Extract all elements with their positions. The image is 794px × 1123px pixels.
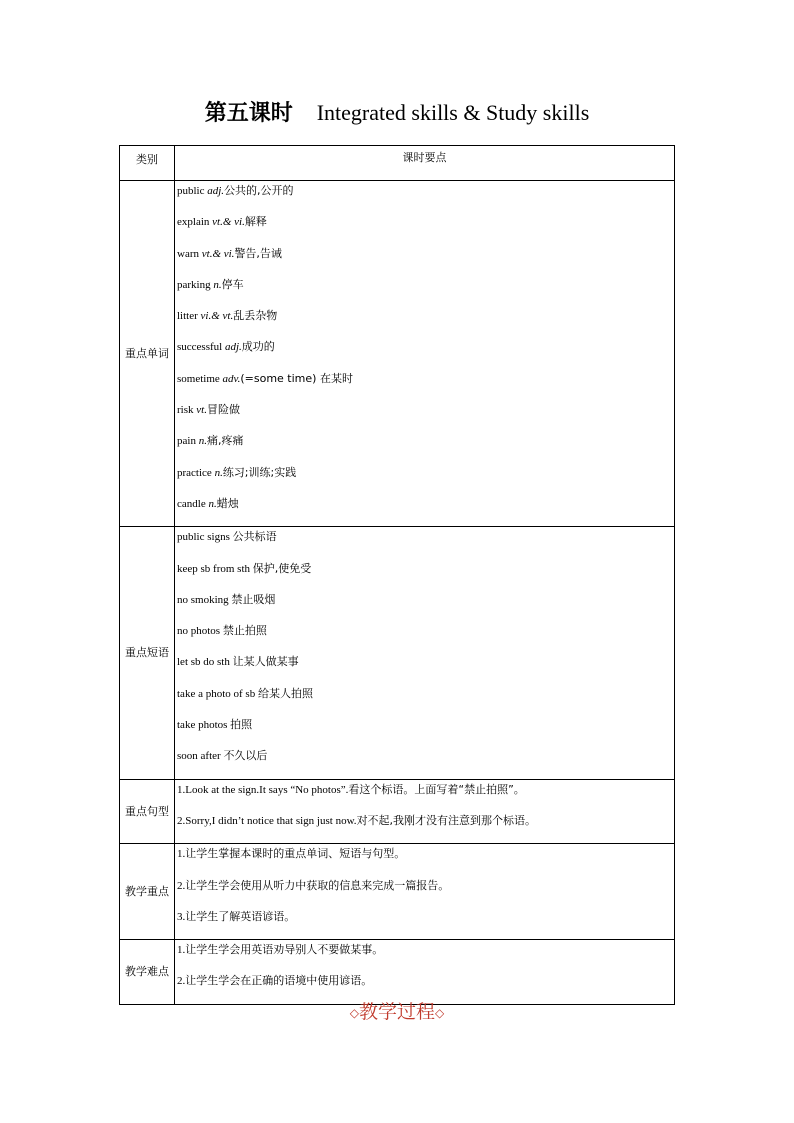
list-item [177,591,674,622]
item-english: sometime [177,372,223,385]
list-item [177,747,674,778]
item-chinese: 看这个标语。上面写着“禁止拍照”。 [348,782,525,796]
item-chinese: 禁止拍照 [222,624,267,638]
item-chinese: 不久以后 [223,749,268,763]
item-english: keep sb from sth [177,562,253,575]
page-title [0,96,794,127]
table-row [120,940,675,1005]
item-part-of-speech: n. [208,497,217,510]
item-part-of-speech: vi.& vt. [200,310,234,323]
item-english: explain [177,216,213,229]
list-item [177,560,674,591]
item-english: parking [177,278,214,291]
list-item [177,432,674,463]
table-row [120,527,675,779]
item-english: public [177,185,208,197]
row-category: 教学重点 [120,844,175,940]
list-item [177,338,674,369]
diamond-left-icon: ◇ [349,1006,359,1020]
list-item [177,528,674,559]
item-english: 1.Look at the sign.It says “No photos”. [177,783,349,796]
item-english: 2. [177,879,186,892]
table-header-row [120,146,675,181]
row-content [175,181,675,527]
item-english: candle [177,497,209,510]
item-english: 3. [177,910,186,923]
list-item [177,182,674,213]
item-english: take photos [177,719,231,732]
item-chinese: 禁止吸烟 [231,592,276,606]
item-chinese: 拍照 [230,718,253,732]
item-english: let sb do sth [177,656,233,669]
section-heading [0,997,794,1024]
item-chinese: 解释 [244,215,267,229]
item-english: take a photo of sb [177,687,258,700]
item-english: pain [177,435,199,448]
item-english: 2. [177,975,186,988]
list-item [177,495,674,526]
item-part-of-speech: vt.& vi. [201,247,235,260]
item-english: successful [177,341,225,354]
section-heading-text: 教学过程 [358,1001,435,1023]
row-category: 教学难点 [120,940,175,1005]
table-row [120,779,675,844]
lesson-number: 第五课时 [204,100,293,126]
list-item [177,716,674,747]
item-chinese: 让学生学会用英语劝导别人不要做某事。 [185,943,384,957]
row-content [175,527,675,779]
item-chinese: 让学生学会使用从听力中获取的信息来完成一篇报告。 [185,878,450,892]
item-english: 1. [177,944,186,957]
item-chinese: 给某人拍照 [257,686,313,700]
list-item [177,401,674,432]
lesson-topic: Integrated skills & Study skills [316,100,590,125]
item-part-of-speech: n. [214,466,223,479]
item-chinese: 保护,使免受 [252,561,312,575]
item-chinese: 蜡烛 [216,496,239,510]
list-item [177,464,674,495]
table-row [120,181,675,527]
list-item [177,245,674,276]
list-item [177,812,674,843]
item-english: no photos [177,625,223,638]
list-item [177,941,674,972]
header-content: 课时要点 [175,146,675,181]
list-item [177,845,674,876]
item-chinese: 痛,疼痛 [206,434,244,448]
list-item [177,877,674,908]
item-chinese: 冒险做 [206,403,240,417]
item-part-of-speech: adj. [207,185,225,197]
list-item [177,213,674,244]
item-part-of-speech: adv. [222,372,241,385]
list-item [177,370,674,401]
header-category: 类别 [120,146,175,181]
item-english: public signs [177,531,233,544]
list-item [177,276,674,307]
item-english: soon after [177,750,224,763]
row-content [175,844,675,940]
row-content [175,779,675,844]
item-chinese: 对不起,我刚才没有注意到那个标语。 [356,813,537,827]
table-row [120,844,675,940]
list-item [177,781,674,812]
row-category: 重点短语 [120,527,175,779]
list-item [177,908,674,939]
item-english: 1. [177,848,186,861]
item-english: litter [177,310,201,323]
item-chinese: 公共标语 [232,530,277,544]
lesson-table [119,145,675,1005]
item-part-of-speech: vt. [196,404,207,417]
item-chinese: 警告,告诫 [234,246,282,260]
item-chinese: 让学生了解英语谚语。 [185,909,296,923]
item-chinese: 让某人做某事 [232,655,299,669]
item-chinese: 乱丢杂物 [233,309,278,323]
item-part-of-speech: vt.& vi. [212,216,245,229]
item-chinese: 练习;训练;实践 [222,465,297,479]
list-item [177,622,674,653]
diamond-right-icon: ◇ [435,1006,445,1020]
item-part-of-speech: n. [213,278,222,291]
item-chinese: 公共的,公开的 [224,184,294,197]
item-english: practice [177,466,215,479]
item-chinese: 让学生掌握本课时的重点单词、短语与句型。 [185,847,406,861]
item-english: no smoking [177,593,232,606]
item-english: risk [177,404,197,417]
item-chinese: 让学生学会在正确的语境中使用谚语。 [185,974,373,988]
list-item [177,653,674,684]
item-part-of-speech: n. [198,435,207,448]
item-chinese: (=some time) 在某时 [240,371,353,385]
row-category: 重点单词 [120,181,175,527]
list-item [177,307,674,338]
row-content [175,940,675,1005]
row-category: 重点句型 [120,779,175,844]
item-chinese: 停车 [221,277,244,291]
item-chinese: 成功的 [241,340,275,354]
item-english: 2.Sorry,I didn’t notice that sign just now. [177,814,357,827]
item-part-of-speech: adj. [224,341,242,354]
item-english: warn [177,247,202,260]
list-item [177,685,674,716]
